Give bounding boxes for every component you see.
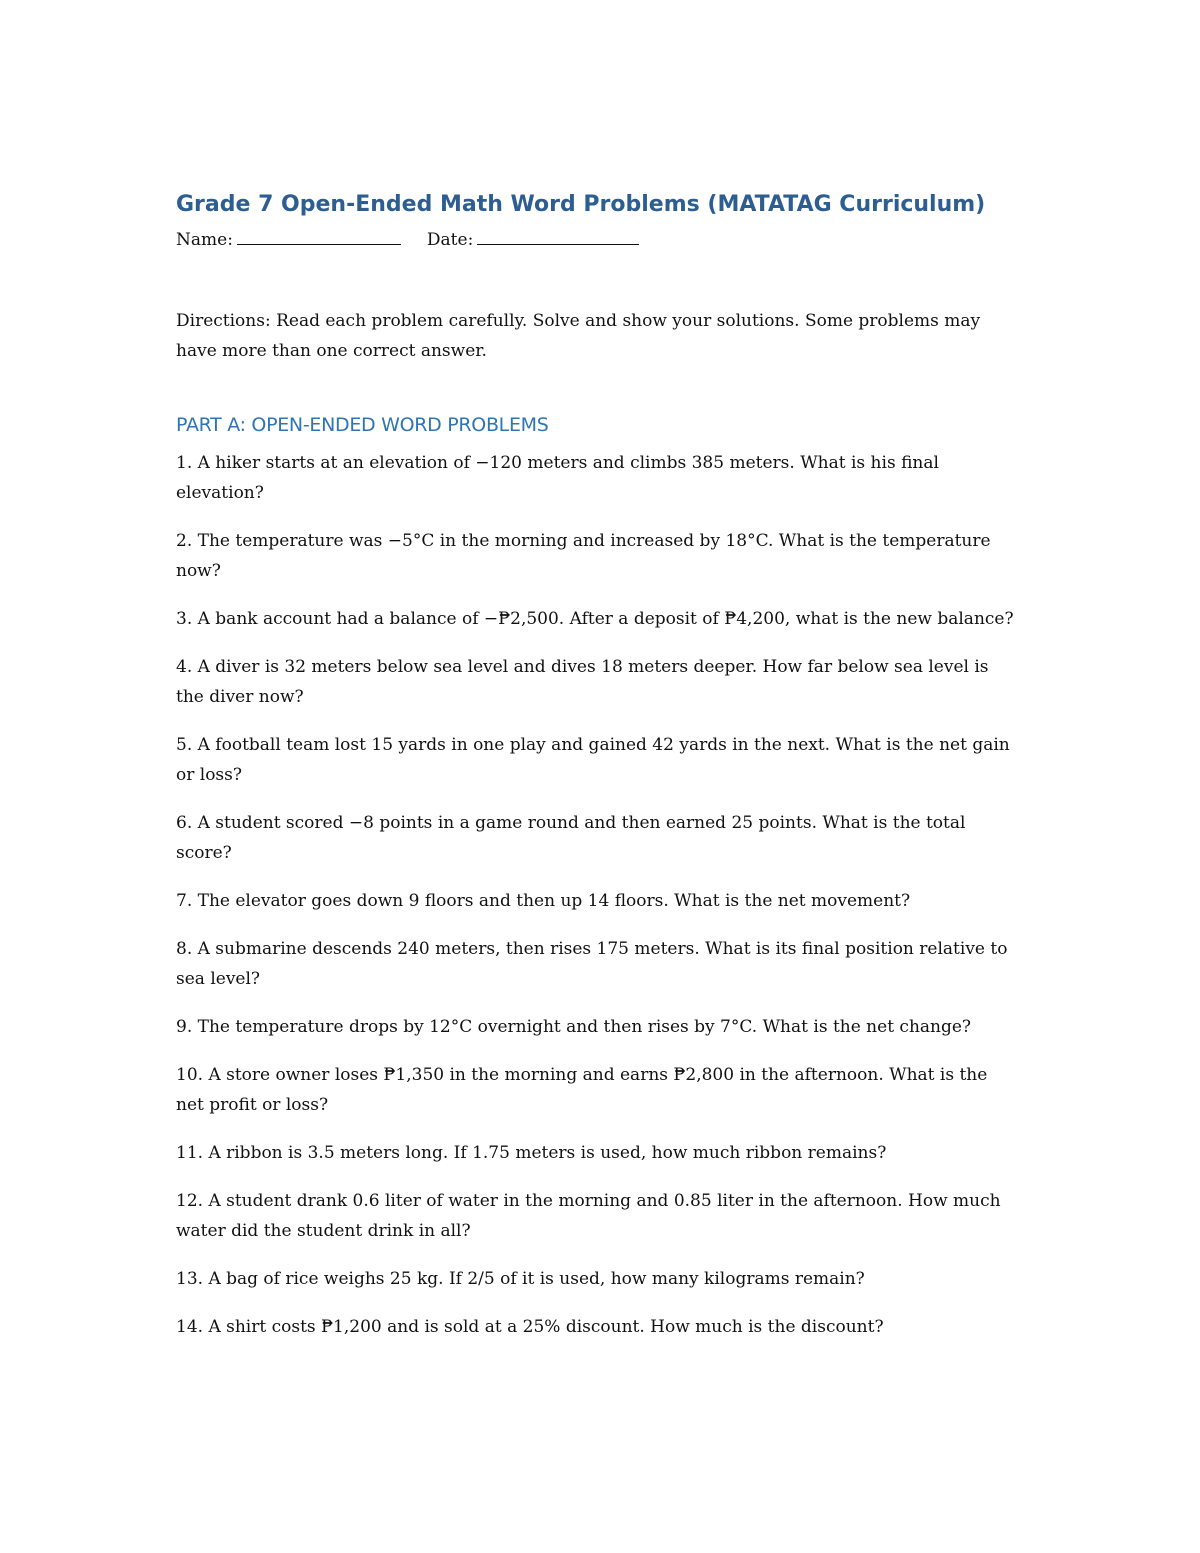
problem-item: 1. A hiker starts at an elevation of −120 meters and climbs 385 meters. What is his final elevation? (176, 453, 939, 503)
problem-item: 7. The elevator goes down 9 floors and then up 14 floors. What is the net movement? (176, 891, 911, 911)
problem-item: 10. A store owner loses ₱1,350 in the morning and earns ₱2,800 in the afternoon. What is the net profit or loss? (176, 1065, 988, 1115)
problem-item: 13. A bag of rice weighs 25 kg. If 2/5 of it is used, how many kilograms remain? (176, 1269, 865, 1289)
problem-item: 8. A submarine descends 240 meters, then rises 175 meters. What is its final position relative to sea level? (176, 939, 1008, 989)
date-label: Date: (426, 230, 474, 250)
problem-item: 6. A student scored −8 points in a game round and then earned 25 points. What is the total score? (176, 813, 966, 863)
problem-list (176, 448, 1018, 1360)
problem-item: 4. A diver is 32 meters below sea level and dives 18 meters deeper. How far below sea level is the diver now? (176, 657, 989, 707)
problem-item: 11. A ribbon is 3.5 meters long. If 1.75 meters is used, how much ribbon remains? (176, 1143, 887, 1163)
problem-item: 9. The temperature drops by 12°C overnight and then rises by 7°C. What is the net change? (176, 1017, 972, 1037)
problem-item: 5. A football team lost 15 yards in one play and gained 42 yards in the next. What is the net gain or loss? (176, 735, 1010, 785)
problem-item: 12. A student drank 0.6 liter of water in the morning and 0.85 liter in the afternoon. How much water did the student drink in all? (176, 1191, 1001, 1241)
name-label: Name: (176, 230, 233, 250)
problem-item: 14. A shirt costs ₱1,200 and is sold at a 25% discount. How much is the discount? (176, 1317, 884, 1337)
problem-item: 3. A bank account had a balance of −₱2,500. After a deposit of ₱4,200, what is the new balance? (176, 609, 1014, 629)
problem-item: 2. The temperature was −5°C in the morning and increased by 18°C. What is the temperature now? (176, 531, 991, 581)
directions-text: Directions: Read each problem carefully. Solve and show your solutions. Some problems may have more than one correct answer. (176, 311, 981, 361)
page-title: Grade 7 Open-Ended Math Word Problems (MATATAG Curriculum) (176, 192, 986, 217)
name-blank (237, 230, 401, 245)
date-blank (477, 230, 639, 245)
name-date-line (176, 230, 639, 250)
section-heading: PART A: OPEN-ENDED WORD PROBLEMS (176, 414, 549, 436)
